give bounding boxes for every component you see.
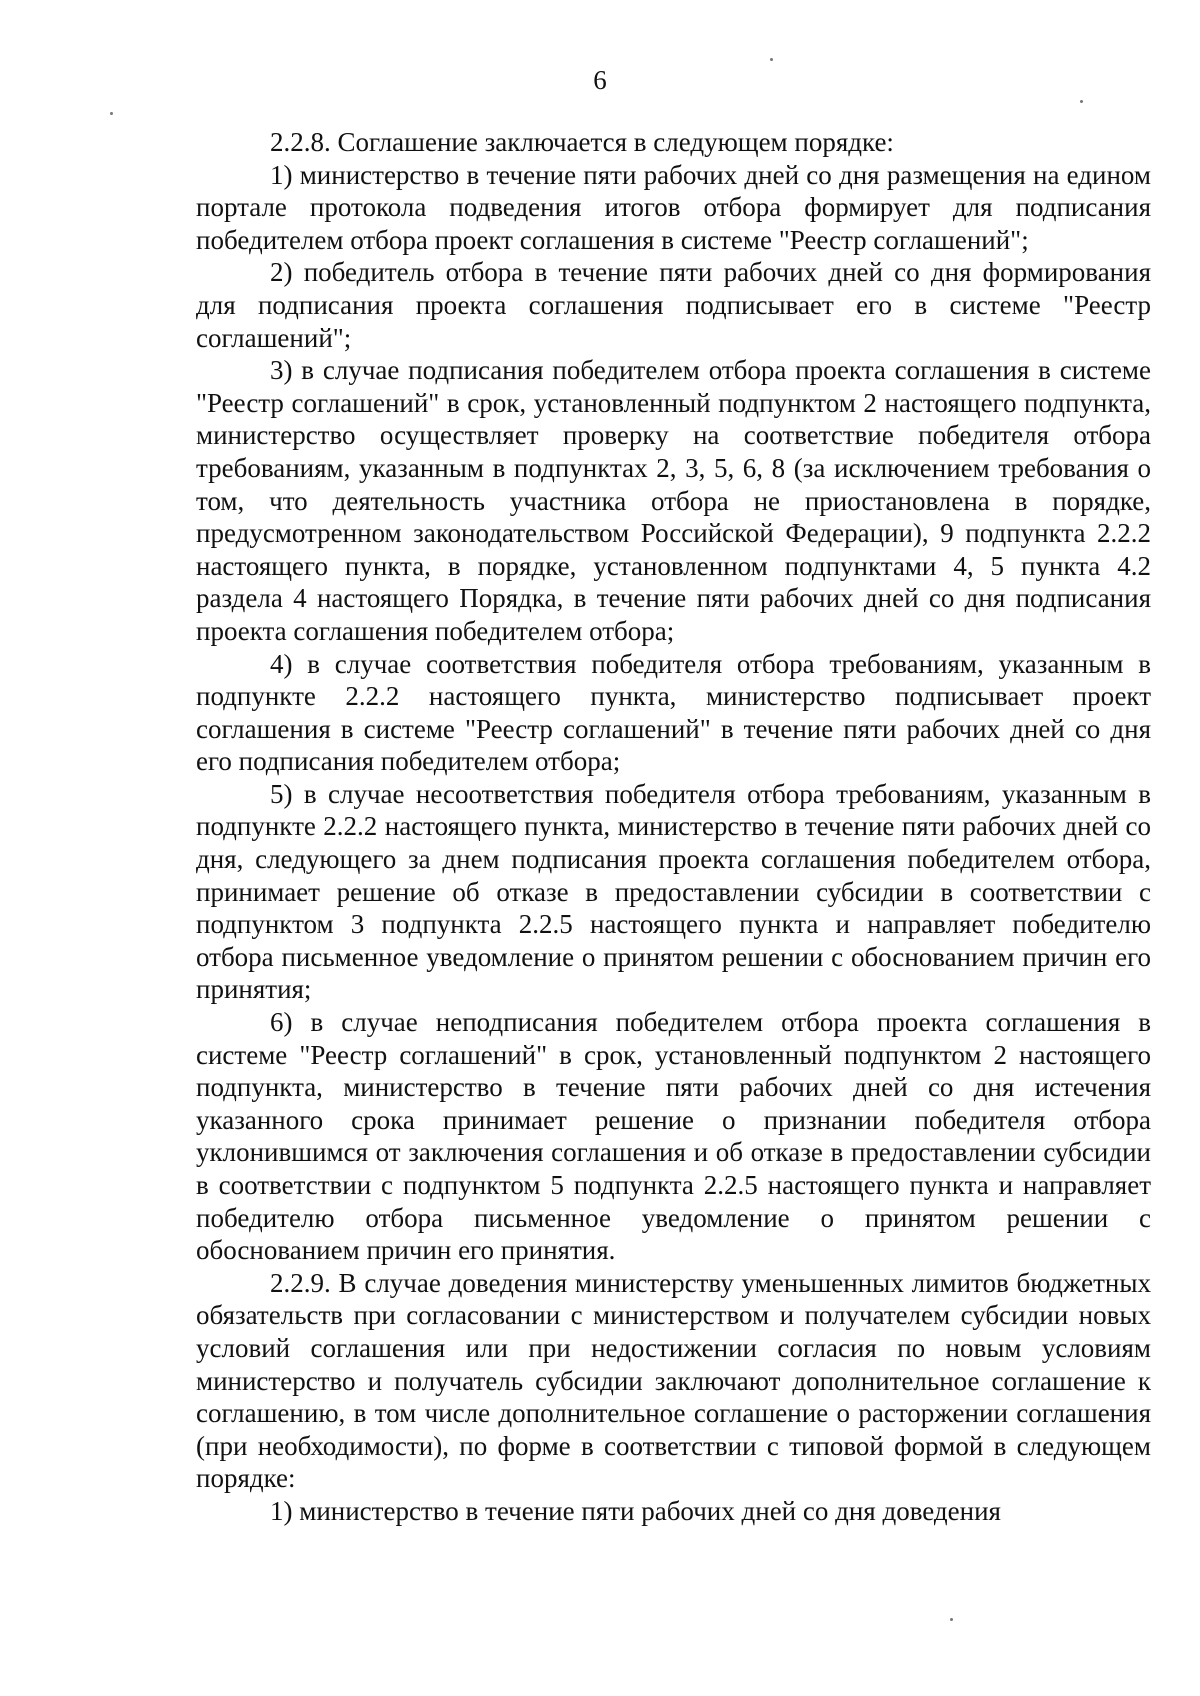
paragraph-2-2-8: 2.2.8. Соглашение заключается в следующем порядке:: [270, 127, 894, 157]
list-item-5: 5) в случае несоответствия победителя отбора требованиям, указанным в подпункте 2.2.2 настоящего пункта, министерство в течение пяти рабочих дней со дня, следующего за днем подписания проекта соглашения победителем отбора, принимает решение об отказе в предоставлении субсидии в соответствии с подпунктом 3 подпункта 2.2.5 настоящего пункта и направляет победителю отбора письменное уведомление о принятом решении с обоснованием причин его принятия;: [196, 778, 1151, 1005]
paragraph-2-2-9: 2.2.9. В случае доведения министерству уменьшенных лимитов бюджетных обязательств при согласовании с министерством и получателем субсидии новых условий соглашения или при недостижении согласия по новым условиям министерство и получатель субсидии заключают дополнительное соглашение к соглашению, в том числе дополнительное соглашение о расторжении соглашения (при необходимости), по форме в соответствии с типовой формой в следующем порядке:: [196, 1267, 1151, 1494]
list-item-2: 2) победитель отбора в течение пяти рабочих дней со дня формирования для подписания проекта соглашения подписывает его в системе "Реестр соглашений";: [196, 257, 1151, 353]
scan-speck: [1080, 100, 1083, 103]
document-body: [196, 126, 1151, 1528]
list-item-4: 4) в случае соответствия победителя отбора требованиям, указанным в подпункте 2.2.2 настоящего пункта, министерство подписывает проект соглашения в системе "Реестр соглашений" в течение пяти рабочих дней со дня его подписания победителем отбора;: [196, 648, 1151, 777]
list-item-6: 6) в случае неподписания победителем отбора проекта соглашения в системе "Реестр соглашений" в срок, установленный подпунктом 2 настоящего подпункта, министерство в течение пяти рабочих дней со дня истечения указанного срока принимает решение о признании победителя отбора уклонившимся от заключения соглашения и об отказе в предоставлении субсидии в соответствии с подпунктом 5 подпункта 2.2.5 настоящего пункта и направляет победителю отбора письменное уведомление о принятом решении с обоснованием причин его принятия.: [196, 1007, 1151, 1266]
list-item-3: 3) в случае подписания победителем отбора проекта соглашения в системе "Реестр соглашений" в срок, установленный подпунктом 2 настоящего подпункта, министерство осуществляет проверку на соответствие победителя отбора требованиям, указанным в подпунктах 2, 3, 5, 6, 8 (за исключением требования о том, что деятельность участника отбора не приостановлена в порядке, предусмотренном законодательством Российской Федерации), 9 подпункта 2.2.2 настоящего пункта, в порядке, установленном подпунктами 4, 5 пункта 4.2 раздела 4 настоящего Порядка, в течение пяти рабочих дней со дня подписания проекта соглашения победителем отбора;: [196, 355, 1151, 646]
scan-speck: [770, 58, 773, 61]
scan-speck: [110, 112, 113, 115]
list-item-1-continued: 1) министерство в течение пяти рабочих дней со дня доведения: [270, 1495, 1001, 1526]
list-item-1: 1) министерство в течение пяти рабочих дней со дня размещения на едином портале протокола подведения итогов отбора формирует для подписания победителем отбора проект соглашения в системе "Реестр соглашений";: [196, 159, 1151, 255]
page-number: 6: [593, 65, 607, 95]
scan-speck: [950, 1618, 953, 1621]
